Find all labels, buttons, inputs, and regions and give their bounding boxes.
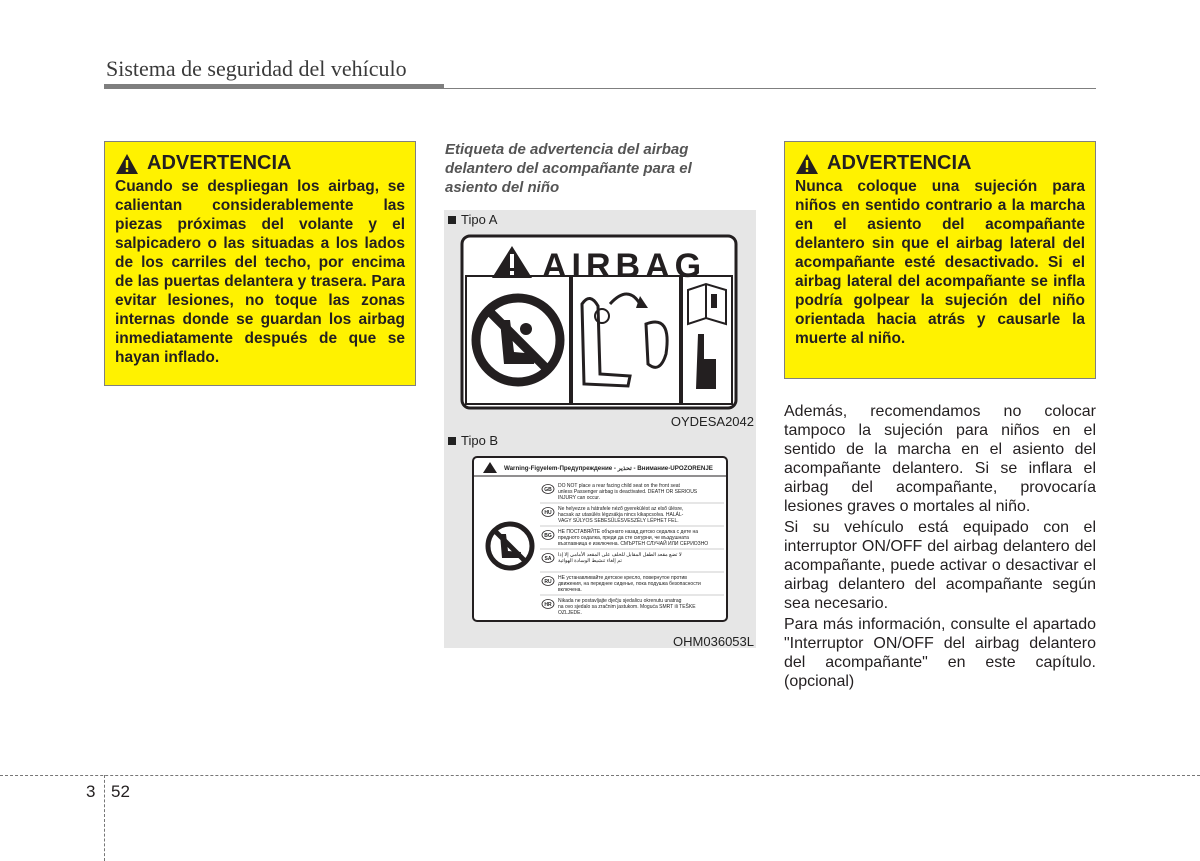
label-b-row-text: لا تضع مقعد الطفل المقابل للخلف على المقعد الأمامي إلا إذا [558,552,682,558]
warning-title-text: ADVERTENCIA [827,152,972,174]
label-b-header: Warning-Figyelem-Предупреждение - تحذير - Внимание-UPOZORENJE [504,465,713,472]
country-code-text: RU [544,578,552,585]
country-code-text: SA [544,555,552,562]
label-b-row-text: включена. [558,587,582,593]
label-b-row-text: НЕ ПОСТАВЯЙТЕ обърнато назад детско седалка с дете на [558,529,699,535]
label-b-row-text: hacsak az utasülés légzsákja nincs kikapcsolva. HALÁL- [558,512,684,518]
body-text [784,402,1096,693]
label-b-row-text: възглавница е изключена. СМЪРТЕН СЛУЧАЙ ИЛИ СЕРИОЗНО [558,541,709,547]
section-number: 3 [86,782,96,801]
header-rule [104,84,444,89]
label-b-row-text: OZLJEDE. [558,610,582,616]
header-rule-thin [444,88,1096,89]
figure-a-label: Tipo A [448,212,497,227]
figure-b-label: Tipo B [448,433,498,448]
airbag-label-type-a [460,234,738,410]
warning-text-right: Nunca coloque una sujeción para niños en sentido contrario a la marcha en el asiento del acompañante delantero sin que el airbag lateral del acompañante esté desactivado. Si el airbag lateral del acompañante se infla podría golpear la sujeción del niño orientada hacia atrás y causarle la muerte al niño. [795,178,1085,347]
warning-box-right [784,141,1096,379]
label-b-row-text: DO NOT place a rear facing child seat on the front seat [558,483,680,489]
warning-title-left [115,152,405,175]
label-b-row-text: unless Passenger airbag is deactivated. DEATH OR SERIOUS [558,489,698,495]
country-code-text: BG [544,532,552,539]
label-b-row-text: INJURY can occur. [558,495,601,501]
body-paragraph: Si su vehículo está equipado con el interruptor ON/OFF del airbag delantero del acompañante, puede activar o desactivar el airbag delantero del acompañante según sea necesario. [784,519,1096,612]
country-code-text: HR [544,601,552,608]
warning-title-right [795,152,1085,175]
figure-b-code: OHM036053L [673,634,754,649]
label-b-row-text: предното седалка, преди да сте сигурни, че въздушната [558,535,689,541]
figure-panel-a [444,210,756,432]
label-b-row-text: НЕ устанавливайте детское кресло, повернутое против [558,575,687,581]
label-b-row-text: движения, на переднее сиденье, пока подушка безопасности [558,581,701,587]
label-b-row-text: VAGY SÚLYOS SEBESÜLÉSVESZÉLY LÉPHET FEL. [558,518,679,524]
body-paragraph: Para más información, consulte el apartado "Interruptor ON/OFF del airbag delantero del acompañante" en este capítulo. (opcional) [784,616,1096,690]
warning-box-left [104,141,416,386]
warning-text-left: Cuando se despliegan los airbag, se calientan considerablemente las piezas próximas del volante y el salpicadero o las situadas a los lados de los carriles del techo, por encima de las puertas delantera y trasera. Para evitar lesiones, no toque las zonas internas donde se guardan los airbag inmediatamente después de que se hayan inflado. [115,178,405,366]
label-b-row-text: Ne helyezze a hátrafele néző gyerekülést az első ülésre, [558,506,684,512]
country-code-text: GB [544,486,552,493]
warning-triangle-icon [115,153,139,175]
footer-vertical-divider [104,775,105,861]
airbag-label-text: AIRBAG [542,247,707,285]
label-b-row-text: na ovo sjedalo sa zračnim jastukom. Moguća SMRT ili TEŠKE [558,604,696,610]
airbag-label-type-b [472,456,728,622]
figure-a-code: OYDESA2042 [670,414,754,429]
label-b-row-text: Nikada ne postavljajte dječju sjedalicu okrenutu unatrag [558,598,682,604]
figure-panel-b [444,432,756,648]
country-code-text: HU [544,509,552,516]
footer-divider [0,775,1200,776]
body-paragraph: Además, recomendamos no colocar tampoco la sujeción para niños en el sentido de la marcha en el asiento del acompañante delantero. Si se inflara el airbag del acompañante, provocaría lesiones graves o mortales al niño. [784,403,1096,515]
label-b-row-text: تم إلغاء تنشيط الوسادة الهوائية [558,558,622,564]
page-header-title: Sistema de seguridad del vehículo [106,56,407,81]
figure-caption: Etiqueta de advertencia del airbag delantero del acompañante para el asiento del niño [445,141,692,196]
page-number: 52 [111,782,130,801]
warning-title-text: ADVERTENCIA [147,152,292,174]
warning-triangle-icon [795,153,819,175]
